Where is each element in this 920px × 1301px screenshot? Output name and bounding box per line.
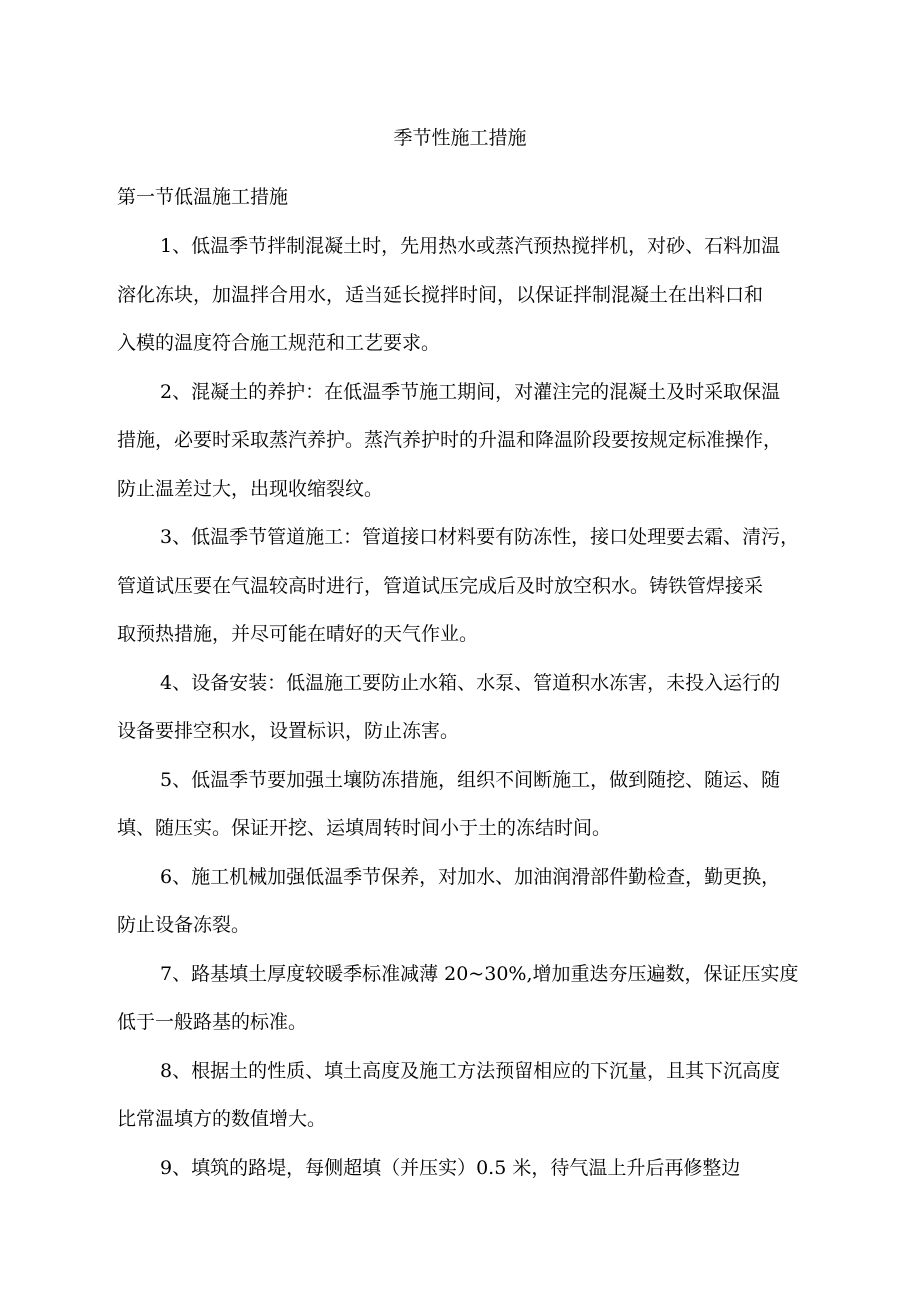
paragraph-1-line-2: 溶化冻块，加温拌合用水，适当延长搅拌时间，以保证拌制混凝土在出料口和 — [117, 284, 764, 306]
paragraph-4-line-1: 4、设备安装：低温施工要防止水箱、水泵、管道积水冻害，未投入运行的 — [160, 672, 781, 694]
paragraph-2-line-1: 2、混凝土的养护：在低温季节施工期间，对灌注完的混凝土及时采取保温 — [160, 381, 781, 403]
paragraph-5-line-1: 5、低温季节要加强土壤防冻措施，组织不间断施工，做到随挖、随运、随 — [160, 769, 781, 791]
paragraph-7-line-2: 低于一般路基的标准。 — [117, 1011, 308, 1033]
paragraph-6-line-2: 防止设备冻裂。 — [117, 914, 251, 936]
paragraph-8-line-1: 8、根据土的性质、填土高度及施工方法预留相应的下沉量，且其下沉高度 — [160, 1060, 781, 1082]
paragraph-1-line-1: 1、低温季节拌制混凝土时，先用热水或蒸汽预热搅拌机，对砂、石料加温 — [160, 235, 781, 257]
paragraph-2-line-3: 防止温差过大，出现收缩裂纹。 — [117, 478, 384, 500]
document-title: 季节性施工措施 — [393, 127, 527, 149]
paragraph-5-line-2: 填、随压实。保证开挖、运填周转时间小于土的冻结时间。 — [117, 817, 612, 839]
paragraph-7-line-1: 7、路基填土厚度较暖季标准减薄 20~30%,增加重迭夯压遍数，保证压实度 — [160, 963, 799, 985]
paragraph-2-line-2: 措施，必要时采取蒸汽养护。蒸汽养护时的升温和降温阶段要按规定标准操作， — [117, 429, 783, 451]
paragraph-6-line-1: 6、施工机械加强低温季节保养，对加水、加油润滑部件勤检查，勤更换， — [160, 866, 781, 888]
paragraph-1-line-3: 入模的温度符合施工规范和工艺要求。 — [117, 332, 441, 354]
paragraph-3-line-1: 3、低温季节管道施工：管道接口材料要有防冻性，接口处理要去霜、清污， — [160, 526, 800, 548]
paragraph-8-line-2: 比常温填方的数值增大。 — [117, 1108, 327, 1130]
paragraph-3-line-3: 取预热措施，并尽可能在晴好的天气作业。 — [117, 623, 479, 645]
section-heading: 第一节低温施工措施 — [117, 186, 289, 208]
paragraph-3-line-2: 管道试压要在气温较高时进行，管道试压完成后及时放空积水。铸铁管焊接采 — [117, 575, 764, 597]
paragraph-9-line-1: 9、填筑的路堤，每侧超填（并压实）0.5 米，待气温上升后再修整边 — [160, 1157, 741, 1179]
paragraph-4-line-2: 设备要排空积水，设置标识，防止冻害。 — [117, 720, 460, 742]
